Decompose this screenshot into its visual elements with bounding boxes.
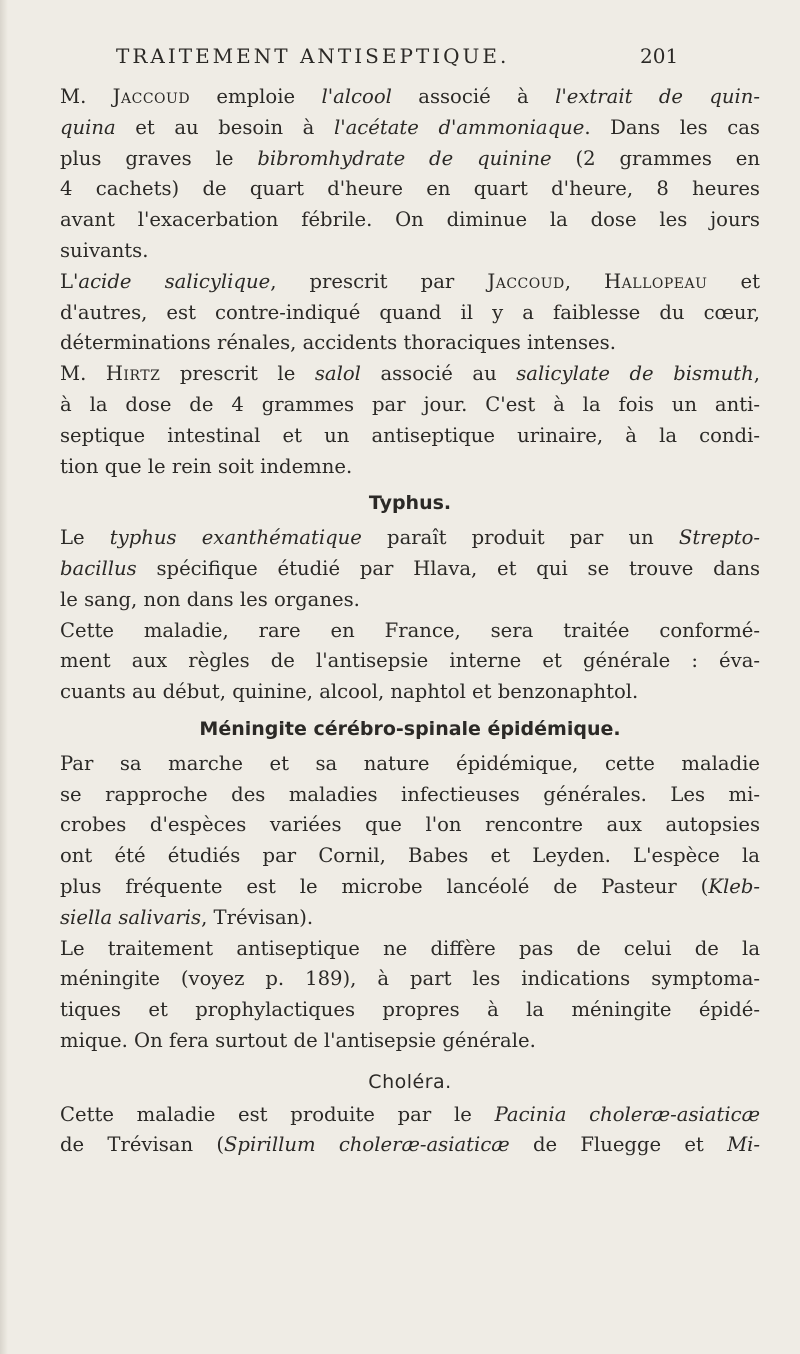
text-line: 4 cachets) de quart d'heure en quart d'heure, 8 heures (60, 177, 760, 201)
text-line: ment aux règles de l'antisepsie interne et générale : éva- (60, 649, 760, 673)
text-line: septique intestinal et un antiseptique urinaire, à la condi- (60, 423, 760, 447)
italic-term: Spirillum choleræ-asiaticæ (224, 1133, 510, 1157)
text-line: se rapproche des maladies infectieuses générales. Les mi- (60, 782, 760, 806)
text-line: M. Hirtz prescrit le salol associé au salicylate de bismuth, (60, 362, 760, 386)
text-line: Cette maladie est produite par le Pacinia choleræ-asiaticæ (60, 1102, 760, 1126)
italic-term: Mi- (727, 1133, 761, 1157)
text-line: L'acide salicylique, prescrit par Jaccoud, Hallopeau et (60, 269, 760, 293)
text-line: Le typhus exanthématique paraît produit par un Strepto- (60, 526, 760, 550)
italic-term: l'alcool (321, 85, 392, 108)
italic-term: bibromhydrate de quinine (257, 146, 552, 170)
text-line: quina et au besoin à l'acétate d'ammoniaque. Dans les cas (60, 115, 760, 139)
text-body (60, 82, 760, 1161)
author-name: Jaccoud (112, 85, 191, 108)
paragraph-typhus-traitement (60, 616, 760, 708)
italic-term: acide salicylique (78, 269, 271, 293)
text-line: Par sa marche et sa nature épidémique, cette maladie (60, 751, 760, 775)
page-edge-shadow (0, 0, 8, 1354)
paragraph-hirtz-salol (60, 359, 760, 482)
italic-term: l'extrait de quin- (555, 85, 761, 108)
paragraph-typhus-exanthematique (60, 523, 760, 615)
section-heading-cholera: Choléra. (368, 1070, 452, 1093)
text-line: de Trévisan (Spirillum choleræ-asiaticæ de Fluegge et Mi- (60, 1133, 761, 1157)
text-line: cuants au début, quinine, alcool, naphtol et benzonaphtol. (60, 680, 639, 704)
italic-term: typhus exanthématique (109, 526, 362, 550)
text-line: suivants. (60, 238, 149, 262)
page-number: 201 (640, 44, 679, 68)
italic-term: siella salivaris (60, 905, 202, 929)
text-line: plus fréquente est le microbe lancéolé de Pasteur (Kleb- (60, 874, 760, 898)
author-name: Jaccoud (487, 269, 565, 293)
paragraph-jaccoud-alcool (60, 82, 760, 267)
italic-term: Kleb- (708, 874, 760, 898)
italic-term: Pacinia choleræ-asiaticæ (494, 1102, 760, 1126)
section-heading-meningite: Méningite cérébro-spinale épidémique. (199, 717, 621, 740)
text-line: à la dose de 4 grammes par jour. C'est à la fois un anti- (60, 392, 760, 416)
text-line: tiques et prophylactiques propres à la méningite épidé- (60, 998, 760, 1022)
text-line: le sang, non dans les organes. (60, 587, 360, 611)
paragraph-meningite-nature (60, 749, 760, 934)
running-head (0, 44, 800, 76)
paragraph-acide-salicylique (60, 267, 760, 359)
italic-term: l'acétate d'ammoniaque (333, 115, 585, 139)
text-line: mique. On fera surtout de l'antisepsie générale. (60, 1028, 536, 1052)
text-line: siella salivaris, Trévisan). (60, 905, 314, 929)
italic-term: Strepto- (678, 526, 760, 550)
author-name: Hallopeau (604, 269, 708, 293)
italic-term: salicylate de bismuth (516, 362, 754, 386)
text-line: Cette maladie, rare en France, sera traitée conformé- (60, 618, 760, 642)
text-line: méningite (voyez p. 189), à part les indications symptoma- (60, 967, 760, 991)
text-line: plus graves le bibromhydrate de quinine (2 grammes en (60, 146, 761, 170)
text-line: crobes d'espèces variées que l'on rencontre aux autopsies (60, 813, 760, 837)
text-line: d'autres, est contre-indiqué quand il y a faiblesse du cœur, (60, 300, 760, 324)
paragraph-meningite-traitement (60, 934, 760, 1057)
text-line: déterminations rénales, accidents thoraciques intenses. (60, 331, 616, 355)
italic-term: bacillus (60, 556, 137, 580)
text-line: tion que le rein soit indemne. (60, 454, 353, 478)
italic-term: quina (60, 115, 116, 139)
paragraph-cholera (60, 1100, 760, 1162)
text-line: M. Jaccoud emploie l'alcool associé à l'extrait de quin- (60, 85, 761, 108)
text-line: ont été étudiés par Cornil, Babes et Leyden. L'espèce la (60, 844, 760, 868)
text-line: bacillus spécifique étudié par Hlava, et qui se trouve dans (60, 556, 760, 580)
running-title: TRAITEMENT ANTISEPTIQUE. (116, 44, 510, 68)
text-line: Le traitement antiseptique ne diffère pas de celui de la (60, 936, 760, 960)
section-heading-typhus: Typhus. (368, 492, 452, 515)
italic-term: salol (314, 362, 361, 386)
text-line: avant l'exacerbation fébrile. On diminue la dose les jours (60, 208, 760, 232)
author-name: Hirtz (105, 362, 161, 386)
